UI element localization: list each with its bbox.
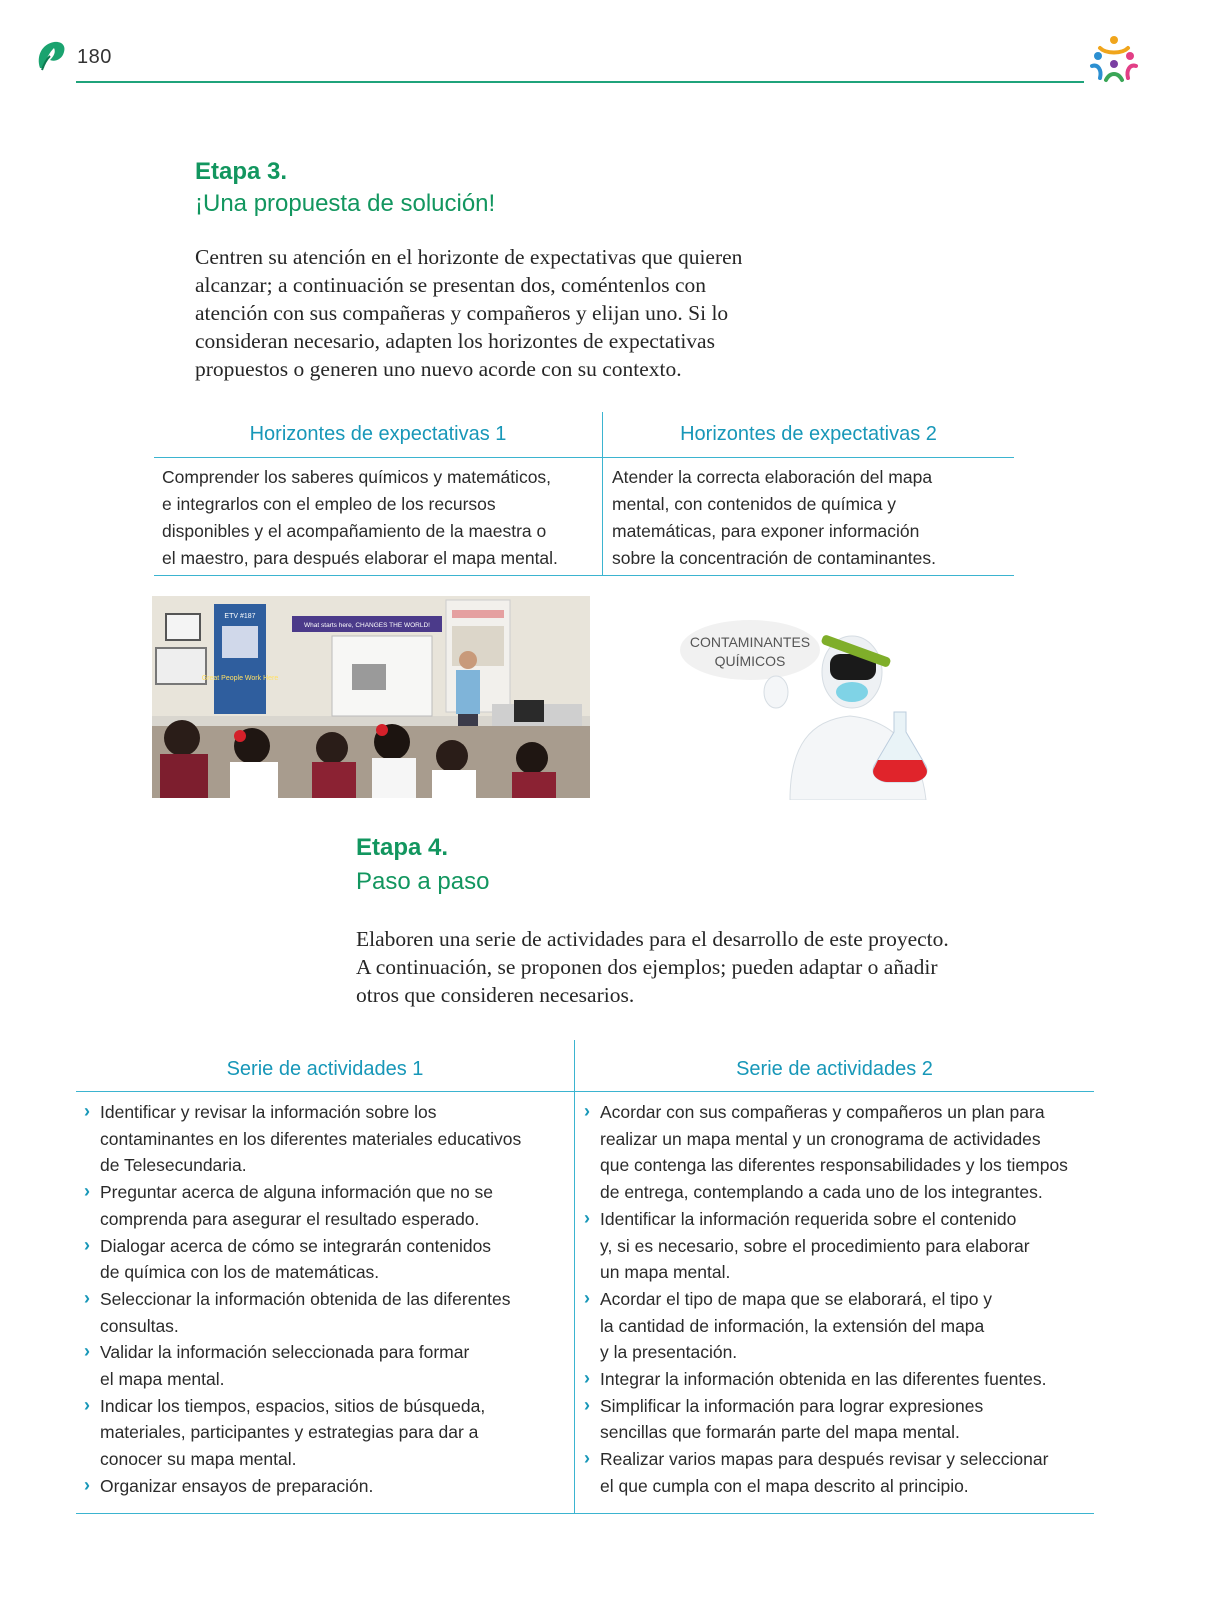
activities-column-2	[576, 1099, 1094, 1500]
paragraph-line: alcanzar; a continuación se presentan dos, coméntenlos con	[195, 273, 707, 297]
table-header-1: Serie de actividades 1	[226, 1058, 424, 1080]
table-divider	[574, 1040, 575, 1514]
poster-text: Great People Work Here	[201, 675, 279, 682]
stage3-paragraph	[195, 243, 835, 383]
activity-item: › Simplificar la información para lograr expresiones sencillas que formarán parte del mapa mental.	[576, 1393, 1094, 1446]
table-header-2: Serie de actividades 2	[736, 1058, 933, 1080]
activity-item: › Identificar la información requerida sobre el contenido y, si es necesario, sobre el procedimiento para elaborar un mapa mental.	[576, 1206, 1094, 1286]
table-header-rule	[154, 457, 1014, 458]
cell-line: Atender la correcta elaboración del mapa	[612, 467, 933, 487]
activity-item: › Preguntar acerca de alguna información que no se comprenda para asegurar el resultado esperado.	[76, 1179, 570, 1232]
paragraph-line: otros que consideren necesarios.	[356, 983, 635, 1007]
page-header	[0, 0, 1214, 100]
activity-item: › Indicar los tiempos, espacios, sitios de búsqueda, materiales, participantes y estrategias para dar a conocer su mapa mental.	[76, 1393, 570, 1473]
paragraph-line: Centren su atención en el horizonte de expectativas que quieren	[195, 245, 743, 269]
stage3-subtitle: ¡Una propuesta de solución!	[195, 190, 496, 217]
activity-item: › Acordar el tipo de mapa que se elaborará, el tipo y la cantidad de información, la extensión del mapa y la presentación.	[576, 1286, 1094, 1366]
stage3-title: Etapa 3.	[195, 158, 288, 185]
chemical-contaminants-illustration	[680, 616, 1000, 800]
paragraph-line: A continuación, se proponen dos ejemplos; pueden adaptar o añadir	[356, 955, 938, 979]
table-bottom-rule	[154, 575, 1014, 576]
activity-item: › Seleccionar la información obtenida de las diferentes consultas.	[76, 1286, 570, 1339]
cell-line: el maestro, para después elaborar el mapa mental.	[162, 548, 558, 568]
activity-item: › Identificar y revisar la información sobre los contaminantes en los diferentes materiales educativos de Telesecundaria.	[76, 1099, 570, 1179]
activity-item: › Realizar varios mapas para después revisar y seleccionar el que cumpla con el mapa descrito al principio.	[576, 1446, 1094, 1499]
paragraph-line: consideran necesario, adapten los horizontes de expectativas	[195, 329, 715, 353]
paragraph-line: Elaboren una serie de actividades para el desarrollo de este proyecto.	[356, 927, 949, 951]
activity-item: › Integrar la información obtenida en las diferentes fuentes.	[576, 1366, 1094, 1393]
cell-line: e integrarlos con el empleo de los recursos	[162, 494, 496, 514]
activities-table	[76, 1040, 1094, 1520]
leaf-icon	[34, 38, 68, 74]
stage4-paragraph	[356, 925, 1056, 1009]
colorful-people-logo-icon	[1088, 34, 1140, 86]
activity-item: › Dialogar acerca de cómo se integrarán contenidos de química con los de matemáticas.	[76, 1233, 570, 1286]
activity-item: › Acordar con sus compañeras y compañeros un plan para realizar un mapa mental y un cronograma de actividades que contenga las diferentes responsabilidades y los tiempos de entrega, contemplando a cada uno de los integrantes.	[576, 1099, 1094, 1206]
paragraph-line: propuestos o generen uno nuevo acorde con su contexto.	[195, 357, 682, 381]
table-bottom-rule	[76, 1513, 1094, 1514]
paragraph-line: atención con sus compañeras y compañeros y elijan uno. Si lo	[195, 301, 729, 325]
illustration-label: CONTAMINANTES	[689, 634, 811, 650]
cell-line: sobre la concentración de contaminantes.	[612, 548, 936, 568]
cell-line: matemáticas, para exponer información	[612, 521, 920, 541]
illustration-label: QUÍMICOS	[714, 653, 786, 669]
banner-text: ETV #187	[224, 613, 256, 620]
header-rule	[76, 81, 1084, 83]
cell-line: Comprender los saberes químicos y matemáticos,	[162, 467, 552, 487]
table-header-1: Horizontes de expectativas 1	[249, 423, 507, 445]
stage4-title: Etapa 4.	[356, 834, 449, 861]
cell-line: disponibles y el acompañamiento de la maestra o	[162, 521, 547, 541]
activity-item: › Validar la información seleccionada para formar el mapa mental.	[76, 1339, 570, 1392]
classroom-photo	[152, 596, 590, 798]
stage4-subtitle: Paso a paso	[356, 868, 490, 895]
table-cell-2	[612, 464, 1012, 572]
page-number: 180	[77, 46, 112, 68]
table-header-rule	[76, 1091, 1094, 1092]
table-cell-1	[162, 464, 598, 572]
banner-text: What starts here, CHANGES THE WORLD!	[304, 622, 430, 629]
table-header-2: Horizontes de expectativas 2	[680, 423, 937, 445]
activities-column-1	[76, 1099, 570, 1500]
cell-line: mental, con contenidos de química y	[612, 494, 897, 514]
activity-item: › Organizar ensayos de preparación.	[76, 1473, 570, 1500]
expectations-table	[154, 412, 1014, 580]
